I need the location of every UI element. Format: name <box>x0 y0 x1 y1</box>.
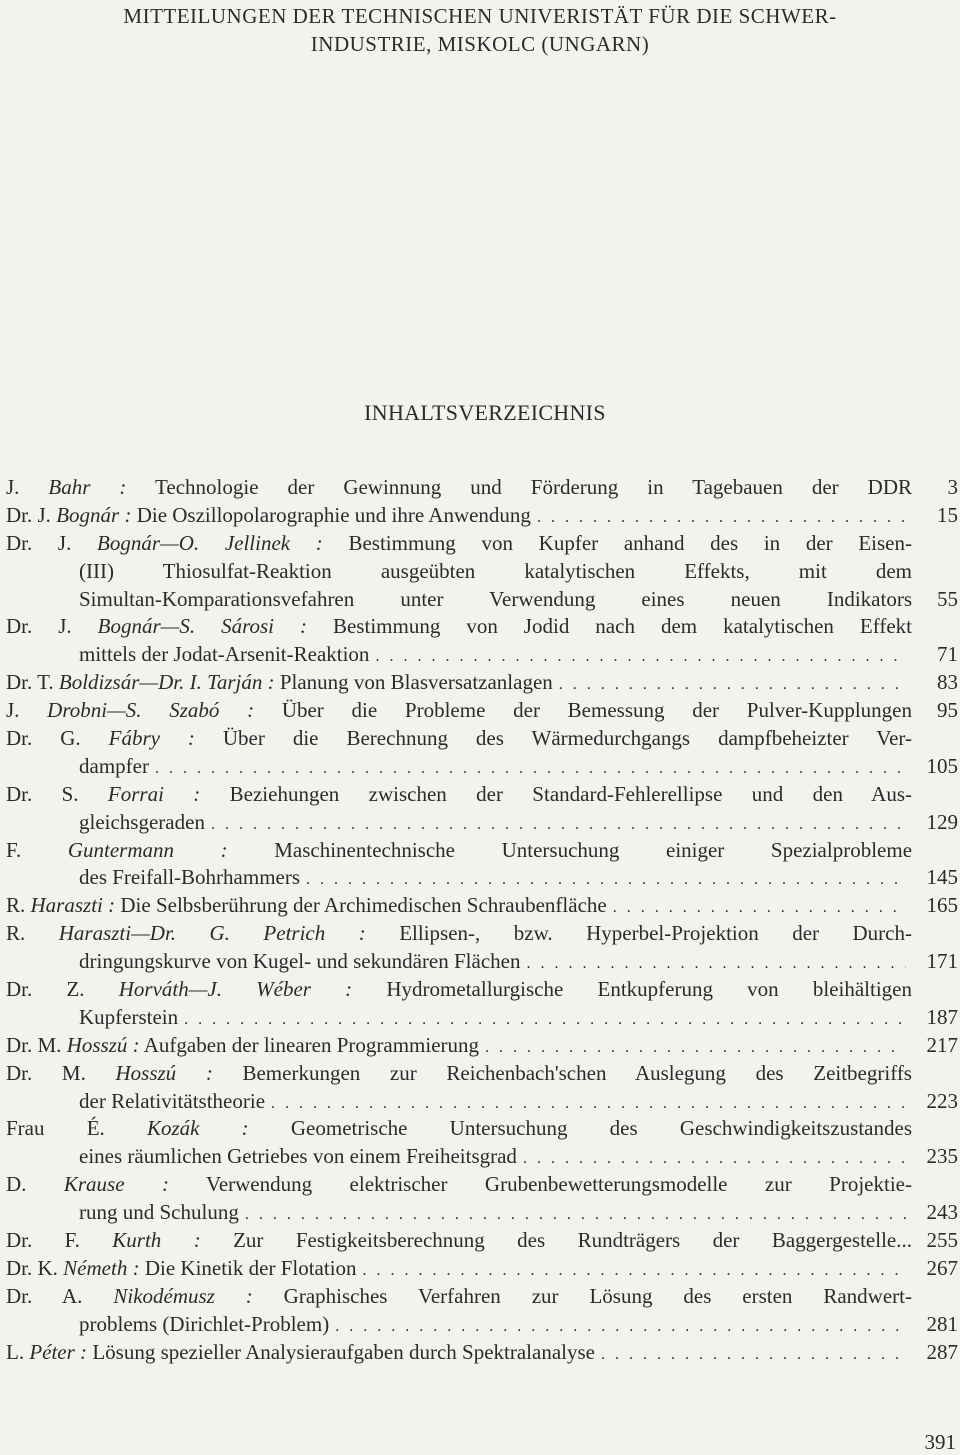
toc-entry-text: des Freifall-Bohrhammers <box>79 865 301 890</box>
author-names <box>6 1284 253 1308</box>
author-names <box>6 1061 213 1085</box>
toc-entry-line <box>6 1227 958 1255</box>
author-names <box>6 475 126 499</box>
author-surname: Nikodémusz : <box>113 1283 253 1308</box>
author-surname: Haraszti : <box>30 893 116 918</box>
toc-entry <box>6 892 958 920</box>
dot-leader <box>523 1145 906 1173</box>
toc-page-number: 243 <box>926 1200 958 1225</box>
toc-page-number: 55 <box>937 586 958 611</box>
header-line-2: INDUSTRIE, MISKOLC (UNGARN) <box>310 32 650 56</box>
author-surname: Németh : <box>63 1255 140 1280</box>
author-initials: J. <box>6 475 49 499</box>
author-surname: Kurth : <box>112 1228 201 1253</box>
author-initials: Dr. J. <box>6 614 98 639</box>
toc-entry-text: gleichsgeraden <box>79 809 205 834</box>
toc-entry-line <box>6 1115 958 1143</box>
author-surname: Bognár—S. Sárosi : <box>97 614 307 639</box>
author-initials: L. <box>6 1339 30 1364</box>
toc-page-number: 171 <box>926 949 958 974</box>
toc-entry-line <box>6 530 958 558</box>
author-names <box>6 1172 169 1196</box>
toc-page-number: 287 <box>926 1339 958 1364</box>
toc-entry-text: Dr. F. Kurth : Zur Festigkeitsberechnung des Rundträgers der Baggergestelle... <box>6 1228 912 1253</box>
toc-entry-text: Kupferstein <box>79 1004 179 1029</box>
toc-page-number: 267 <box>926 1255 958 1280</box>
toc-entry-line <box>6 948 958 976</box>
author-initials: Dr. M. <box>6 1032 67 1057</box>
toc-entry-text: R. Haraszti—Dr. G. Petrich : Ellipsen-, bzw. Hyperbel-Projektion der Durch- <box>6 921 912 946</box>
toc-entry <box>6 725 958 781</box>
toc-page-number: 255 <box>926 1228 958 1253</box>
toc-page-number: 223 <box>926 1088 958 1113</box>
toc-entry-text: Dr. T. Boldizsár—Dr. I. Tarján : Planung von Blasversatzanlagen <box>6 670 553 695</box>
author-names <box>6 1256 140 1280</box>
toc-entry-line <box>6 1143 958 1171</box>
toc-entry-line <box>6 976 958 1004</box>
dot-leader <box>559 671 906 699</box>
journal-header <box>0 2 960 58</box>
author-initials: Dr. F. <box>6 1228 113 1253</box>
toc-entry-line <box>6 669 958 697</box>
toc-entry-line <box>6 558 958 586</box>
author-surname: Kozák : <box>146 1116 249 1141</box>
toc-entry-text: dringungskurve von Kugel- und sekundären Flächen <box>79 949 521 974</box>
author-names <box>6 1116 249 1140</box>
toc-entry-line <box>6 1199 958 1227</box>
toc-entry <box>6 1227 958 1255</box>
toc-entry-text: Dr. J. Bognár—O. Jellinek : Bestimmung von Kupfer anhand des in der Eisen- <box>6 530 912 555</box>
author-initials: Dr. T. <box>6 670 59 695</box>
toc-entry-text: Frau É. Kozák : Geometrische Untersuchung des Geschwindigkeitszustandes <box>6 1116 912 1141</box>
author-surname: Fábry : <box>108 726 195 751</box>
toc-page-number: 165 <box>926 893 958 918</box>
author-initials: R. <box>6 921 59 946</box>
author-initials: Dr. J. <box>6 502 57 527</box>
dot-leader <box>155 755 906 783</box>
toc-entry-line <box>6 920 958 948</box>
author-initials: Dr. G. <box>6 726 109 751</box>
toc-entry-text: eines räumlichen Getriebes von einem Freiheitsgrad <box>79 1144 517 1169</box>
author-surname: Haraszti—Dr. G. Petrich : <box>58 921 366 946</box>
toc-entry <box>6 530 958 614</box>
toc-page-number: 187 <box>926 1004 958 1029</box>
toc-entry-text: F. Guntermann : Maschinentechnische Untersuchung einiger Spezialprobleme <box>6 837 912 862</box>
toc-entry <box>6 1339 958 1367</box>
toc-entry <box>6 976 958 1032</box>
author-surname: Péter : <box>29 1339 88 1364</box>
toc-entry-text: L. Péter : Lösung spezieller Analysieraufgaben durch Spektralanalyse <box>6 1339 595 1364</box>
author-surname: Bognár : <box>56 502 132 527</box>
author-surname: Drobni—S. Szabó : <box>47 698 255 723</box>
toc-entry-line <box>6 1171 958 1199</box>
toc-entry-text: problems (Dirichlet-Problem) <box>79 1311 330 1336</box>
toc-entry-line <box>6 1060 958 1088</box>
toc-page-number: 95 <box>937 698 958 723</box>
toc-entry-text: (III) Thiosulfat-Reaktion ausgeübten katalytischen Effekts, mit dem <box>79 558 912 583</box>
author-names <box>6 1340 87 1364</box>
toc-page-number: 105 <box>926 753 958 778</box>
toc-entry-text: Dr. M. Hosszú : Aufgaben der linearen Programmierung <box>6 1032 480 1057</box>
dot-leader <box>601 1341 906 1369</box>
page-number: 391 <box>924 1430 956 1454</box>
toc-entry-text: Dr. J. Bognár : Die Oszillopolarographie und ihre Anwendung <box>6 502 531 527</box>
toc-page-number: 235 <box>926 1144 958 1169</box>
author-surname: Horváth—J. Wéber : <box>118 977 353 1002</box>
author-initials: Dr. Z. <box>6 977 119 1002</box>
toc-entry-line <box>6 892 958 920</box>
toc-entry-line <box>6 864 958 892</box>
toc-page-number: 281 <box>926 1311 958 1336</box>
author-initials: J. <box>6 698 48 723</box>
author-surname: Forrai : <box>107 781 201 806</box>
toc-entry-line <box>6 613 958 641</box>
author-initials: Frau É. <box>6 1116 147 1141</box>
dot-leader <box>485 1034 906 1062</box>
dot-leader <box>526 950 906 978</box>
table-of-contents <box>6 474 958 1367</box>
toc-entry-text: J. Drobni—S. Szabó : Über die Probleme der Bemessung der Pulver-Kupplungen <box>6 698 912 723</box>
toc-entry-text: der Relativitätstheorie <box>79 1088 266 1113</box>
toc-entry-text: Dr. G. Fábry : Über die Berechnung des Wärmedurchgangs dampfbeheizter Ver- <box>6 726 912 751</box>
dot-leader <box>245 1201 906 1229</box>
toc-entry <box>6 920 958 976</box>
author-initials: R. <box>6 893 31 918</box>
author-surname: Bahr : <box>48 475 127 499</box>
toc-entry-text: Dr. S. Forrai : Beziehungen zwischen der Standard-Fehlerellipse und den Aus- <box>6 781 912 806</box>
toc-entry-text: J. Bahr : Technologie der Gewinnung und Förderung in Tagebauen der DDR <box>6 475 912 499</box>
toc-entry-line <box>6 641 958 669</box>
toc-entry-line <box>6 586 958 614</box>
toc-entry-line <box>6 781 958 809</box>
toc-entry-text: Dr. J. Bognár—S. Sárosi : Bestimmung von Jodid nach dem katalytischen Effekt <box>6 614 912 639</box>
toc-entry-text: Dr. M. Hosszú : Bemerkungen zur Reichenbach'schen Auslegung des Zeitbegriffs <box>6 1060 912 1085</box>
toc-entry-line <box>6 809 958 837</box>
author-initials: Dr. A. <box>6 1283 114 1308</box>
author-initials: Dr. J. <box>6 530 98 555</box>
author-initials: Dr. K. <box>6 1255 64 1280</box>
author-initials: D. <box>6 1172 64 1197</box>
toc-page-number: 145 <box>926 865 958 890</box>
toc-entry <box>6 613 958 669</box>
author-names <box>6 503 131 527</box>
author-names <box>6 698 254 722</box>
author-names <box>6 614 307 638</box>
author-surname: Bognár—O. Jellinek : <box>97 530 323 555</box>
toc-entry <box>6 1255 958 1283</box>
toc-entry <box>6 1171 958 1227</box>
author-names <box>6 921 366 945</box>
dot-leader <box>306 866 906 894</box>
toc-entry-text: rung und Schulung <box>79 1200 239 1225</box>
author-names <box>6 782 200 806</box>
toc-entry-line <box>6 1283 958 1311</box>
toc-entry <box>6 669 958 697</box>
toc-entry <box>6 1032 958 1060</box>
toc-entry <box>6 1115 958 1171</box>
toc-entry-line <box>6 502 958 530</box>
author-names <box>6 977 352 1001</box>
toc-page-number: 3 <box>947 475 958 499</box>
dot-leader <box>335 1313 906 1341</box>
toc-page-number: 15 <box>937 502 958 527</box>
author-surname: Boldizsár—Dr. I. Tarján : <box>58 670 275 695</box>
toc-entry-line <box>6 1004 958 1032</box>
toc-page-number: 71 <box>937 642 958 667</box>
toc-entry-line <box>6 697 958 725</box>
toc-entry <box>6 697 958 725</box>
dot-leader <box>363 1257 906 1285</box>
author-initials: Dr. S. <box>6 781 108 806</box>
author-names <box>6 1228 201 1252</box>
author-names <box>6 531 323 555</box>
author-names <box>6 838 228 862</box>
author-names <box>6 1033 140 1057</box>
toc-entry-text: R. Haraszti : Die Selbsberührung der Archimedischen Schraubenfläche <box>6 893 607 918</box>
toc-entry-line <box>6 837 958 865</box>
toc-entry-text: dampfer <box>79 753 149 778</box>
dot-leader <box>375 643 906 671</box>
toc-entry-line <box>6 474 958 502</box>
toc-entry-line <box>6 1311 958 1339</box>
dot-leader <box>211 811 906 839</box>
toc-entry-text: Dr. A. Nikodémusz : Graphisches Verfahren zur Lösung des ersten Randwert- <box>6 1283 912 1308</box>
toc-entry <box>6 781 958 837</box>
dot-leader <box>613 894 906 922</box>
author-initials: F. <box>6 837 68 862</box>
toc-entry-line <box>6 1088 958 1116</box>
toc-page-number: 217 <box>926 1032 958 1057</box>
toc-entry-text: Dr. K. Németh : Die Kinetik der Flotation <box>6 1255 357 1280</box>
header-line-1: MITTEILUNGEN DER TECHNISCHEN UNIVERISTÄT FÜR DIE SCHWER- <box>123 4 837 28</box>
toc-entry-text: mittels der Jodat-Arsenit-Reaktion <box>79 642 370 667</box>
toc-entry-line <box>6 1032 958 1060</box>
toc-entry-text: D. Krause : Verwendung elektrischer Grubenbewetterungsmodelle zur Projektie- <box>6 1172 912 1197</box>
toc-entry <box>6 1283 958 1339</box>
toc-entry-line <box>6 1339 958 1367</box>
toc-page-number: 83 <box>937 670 958 695</box>
toc-entry-text: Dr. Z. Horváth—J. Wéber : Hydrometallurgische Entkupferung von bleihältigen <box>6 977 912 1002</box>
dot-leader <box>184 1006 906 1034</box>
author-surname: Guntermann : <box>67 837 228 862</box>
toc-entry-line <box>6 753 958 781</box>
author-names <box>6 670 275 694</box>
toc-entry-line <box>6 725 958 753</box>
toc-entry-line <box>6 1255 958 1283</box>
author-initials: Dr. M. <box>6 1060 116 1085</box>
toc-page-number: 129 <box>926 809 958 834</box>
toc-entry <box>6 837 958 893</box>
author-names <box>6 893 115 917</box>
toc-entry <box>6 1060 958 1116</box>
toc-entry <box>6 502 958 530</box>
author-surname: Hosszú : <box>115 1060 213 1085</box>
author-surname: Hosszú : <box>66 1032 140 1057</box>
toc-heading: INHALTSVERZEICHNIS <box>364 400 606 425</box>
toc-entry <box>6 474 958 502</box>
author-surname: Krause : <box>63 1172 169 1197</box>
author-names <box>6 726 195 750</box>
toc-entry-text: Simultan-Komparationsvefahren unter Verwendung eines neuen Indikators <box>79 586 912 611</box>
dot-leader <box>537 504 906 532</box>
dot-leader <box>271 1090 906 1118</box>
